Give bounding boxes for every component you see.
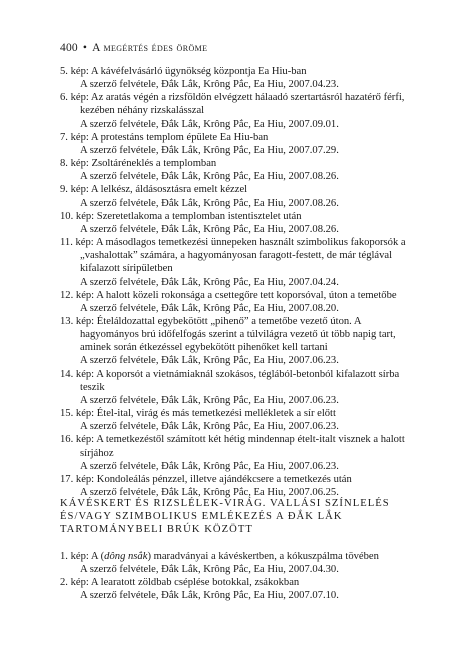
caption-item: [60, 131, 416, 157]
caption-label: 2. kép:: [60, 577, 89, 589]
header-bullet: •: [82, 42, 88, 54]
caption-text: Az aratás végén a rizsföldön elvégzett hálaadó szertartásról hazatérő férfi, kezében néhány rizskalásszal: [80, 92, 405, 117]
caption-credit: A szerző felvétele, Đắk Lắk, Krông Pắc, Ea Hiu, 2007.08.20.: [80, 302, 339, 314]
caption-text: A halott közeli rokonsága a csettegőre tett koporsóval, úton a temetőbe: [96, 289, 397, 301]
caption-item: [60, 236, 416, 289]
section-title: KÁVÉSKERT ÉS RIZSLÉLEK-VIRÁG. VALLÁSI SZÍNLELÉS ÉS/VAGY SZIMBOLIKUS EMLÉKEZÉS A ĐẮK LẮK TARTOMÁNYBELI BRÚK KÖZÖTT: [60, 498, 390, 536]
caption-label: 16. kép:: [60, 434, 95, 446]
caption-text: Étel-ital, virág és más temetkezési mellékletek a sír előtt: [96, 408, 336, 420]
caption-item: [60, 473, 416, 499]
caption-credit: A szerző felvétele, Đắk Lắk, Krông Pắc, Ea Hiu, 2007.09.01.: [80, 118, 339, 130]
caption-item: [60, 65, 416, 91]
caption-item: [60, 289, 416, 315]
caption-credit: A szerző felvétele, Đắk Lắk, Krông Pắc, Ea Hiu, 2007.06.23.: [80, 355, 339, 367]
caption-credit: A szerző felvétele, Đắk Lắk, Krông Pắc, Ea Hiu, 2007.06.23.: [80, 394, 339, 406]
caption-text: A learatott zöldbab cséplése botokkal, zsákokban: [90, 577, 300, 589]
caption-label: 10. kép:: [60, 210, 95, 222]
caption-text: A kávéfelvásárló ügynökség központja Ea Hiu-ban: [90, 66, 307, 77]
caption-text: A lelkész, áldásosztásra emelt kézzel: [90, 184, 248, 196]
caption-text-italic: dông nsắk: [104, 551, 148, 562]
caption-credit: A szerző felvétele, Đắk Lắk, Krông Pắc, Ea Hiu, 2007.07.10.: [80, 590, 339, 602]
caption-text: A koporsót a vietnámiaknál szokásos, téglából-betonból kifalazott sírba teszik: [80, 368, 400, 393]
caption-text: Ételáldozattal egybekötött „pihenő” a temetőbe vezető úton. A hagyományos brú időfelfogás szerint a túlvilágra vezető út több napig tart, aminek során étkezéssel egybekötött pihenőket kell tartani: [80, 315, 396, 354]
caption-credit: A szerző felvétele, Đắk Lắk, Krông Pắc, Ea Hiu, 2007.06.23.: [80, 460, 339, 472]
caption-text: A (: [90, 551, 105, 562]
running-title: A megértés édes öröme: [92, 42, 208, 54]
caption-credit: A szerző felvétele, Đắk Lắk, Krông Pắc, Ea Hiu, 2007.04.23.: [80, 79, 339, 91]
caption-credit: A szerző felvétele, Đắk Lắk, Krông Pắc, Ea Hiu, 2007.06.25.: [80, 487, 339, 498]
caption-credit: A szerző felvétele, Đắk Lắk, Krông Pắc, Ea Hiu, 2007.07.29.: [80, 144, 339, 156]
caption-item: [60, 550, 416, 576]
caption-item: [60, 368, 416, 407]
caption-label: 1. kép:: [60, 551, 89, 562]
running-header: [60, 42, 207, 54]
caption-credit: A szerző felvétele, Đắk Lắk, Krông Pắc, Ea Hiu, 2007.06.23.: [80, 421, 339, 433]
caption-label: 14. kép:: [60, 368, 95, 380]
caption-label: 5. kép:: [60, 66, 89, 77]
caption-item: [60, 315, 416, 368]
caption-label: 6. kép:: [60, 92, 89, 104]
caption-label: 8. kép:: [60, 158, 89, 170]
caption-item: [60, 433, 416, 472]
caption-label: 7. kép:: [60, 131, 89, 143]
caption-item: [60, 576, 416, 602]
caption-list-section: [60, 550, 416, 603]
caption-credit: A szerző felvétele, Đắk Lắk, Krông Pắc, Ea Hiu, 2007.04.24.: [80, 276, 339, 288]
caption-item: [60, 407, 416, 433]
caption-label: 11. kép:: [60, 237, 94, 249]
caption-item: [60, 91, 416, 130]
caption-text: Szeretetlakoma a templomban istentisztelet után: [96, 210, 302, 222]
caption-item: [60, 210, 416, 236]
caption-credit: A szerző felvétele, Đắk Lắk, Krông Pắc, Ea Hiu, 2007.04.30.: [80, 564, 339, 576]
caption-label: 12. kép:: [60, 289, 95, 301]
caption-credit: A szerző felvétele, Đắk Lắk, Krông Pắc, Ea Hiu, 2007.08.26.: [80, 171, 339, 183]
caption-item: [60, 183, 416, 209]
caption-list: [60, 65, 416, 499]
caption-text: Kondoleálás pénzzel, illetve ajándékcsere a temetkezés után: [96, 473, 352, 485]
caption-label: 9. kép:: [60, 184, 89, 196]
caption-item: [60, 157, 416, 183]
caption-label: 13. kép:: [60, 315, 95, 327]
caption-credit: A szerző felvétele, Đắk Lắk, Krông Pắc, Ea Hiu, 2007.08.26.: [80, 223, 339, 235]
caption-label: 15. kép:: [60, 408, 95, 420]
caption-credit: A szerző felvétele, Đắk Lắk, Krông Pắc, Ea Hiu, 2007.08.26.: [80, 197, 339, 209]
caption-text: A protestáns templom épülete Ea Hiu-ban: [90, 131, 269, 143]
caption-text: A temetkezéstől számított két hétig mindennap ételt-italt visznek a halott sírjához: [80, 434, 405, 459]
caption-text: Zsoltáréneklés a templomban: [91, 158, 217, 170]
caption-label: 17. kép:: [60, 473, 95, 485]
caption-text: A másodlagos temetkezési ünnepeken használt szimbolikus fakoporsók a „vashalottak” számára, a hagyományosan faragott-festett, de már téglával kifalazott síripületben: [80, 237, 406, 275]
page-number: 400: [60, 42, 78, 54]
caption-text-rest: ) maradványai a kávéskertben, a kókuszpálma tövében: [147, 551, 379, 562]
